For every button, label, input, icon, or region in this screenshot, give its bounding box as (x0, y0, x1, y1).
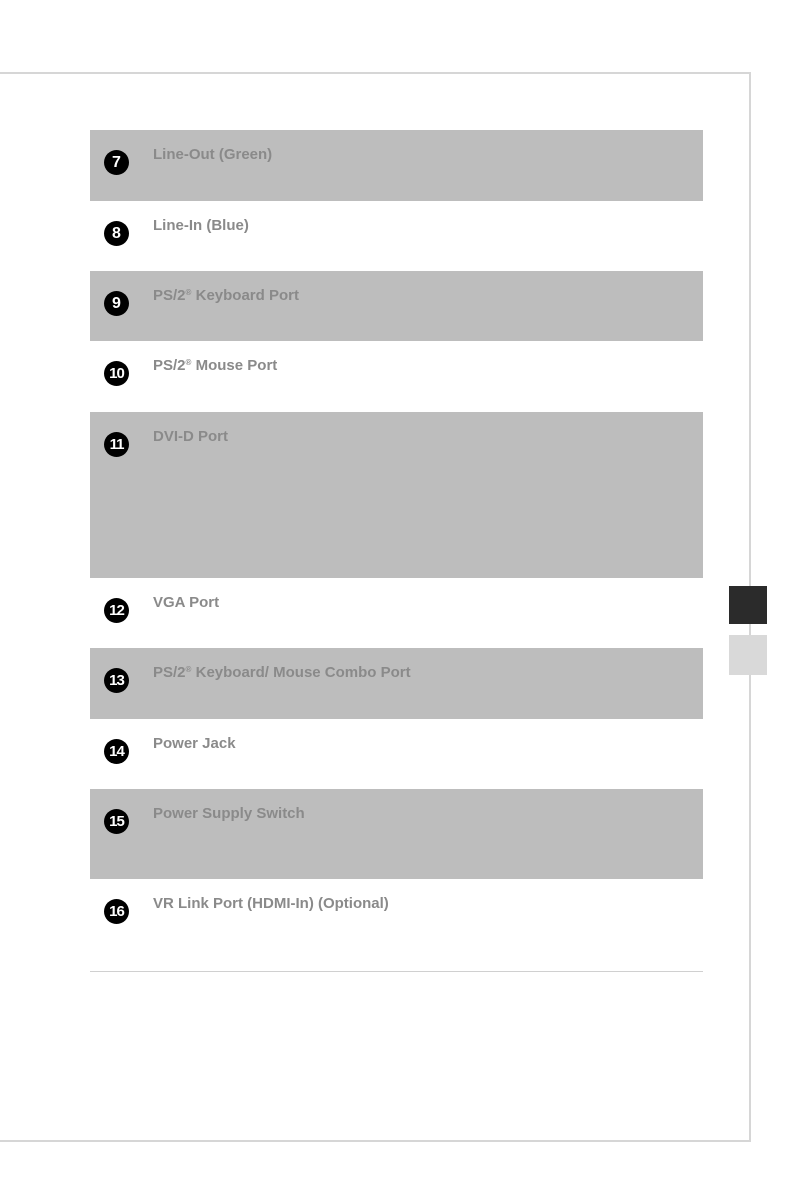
item-label: Power Jack (153, 735, 236, 752)
chapter-tab-inactive (729, 635, 767, 675)
item-label: PS/2® Keyboard Port (153, 287, 299, 304)
item-number-badge: 12 (104, 598, 129, 623)
item-number-badge: 15 (104, 809, 129, 834)
item-label: DVI-D Port (153, 428, 228, 445)
list-item (90, 130, 703, 201)
bottom-divider (90, 971, 703, 972)
item-number-badge: 11 (104, 432, 129, 457)
item-number-badge: 9 (104, 291, 129, 316)
chapter-tab-active (729, 586, 767, 624)
item-number-badge: 8 (104, 221, 129, 246)
list-item (90, 341, 703, 412)
item-label: PS/2® Mouse Port (153, 357, 278, 374)
item-label: Line-Out (Green) (153, 146, 273, 163)
list-item (90, 271, 703, 341)
list-item (90, 648, 703, 719)
list-item (90, 789, 703, 879)
list-item (90, 201, 703, 271)
item-label: PS/2® Keyboard/ Mouse Combo Port (153, 664, 411, 681)
item-number-badge: 13 (104, 668, 129, 693)
list-item (90, 719, 703, 789)
item-label: VR Link Port (HDMI-In) (Optional) (153, 895, 389, 912)
list-item (90, 879, 703, 971)
item-number-badge: 10 (104, 361, 129, 386)
item-label: Power Supply Switch (153, 805, 305, 822)
item-number-badge: 7 (104, 150, 129, 175)
item-number-badge: 14 (104, 739, 129, 764)
list-item (90, 578, 703, 648)
list-item (90, 412, 703, 578)
item-label: Line-In (Blue) (153, 217, 249, 234)
item-label: VGA Port (153, 594, 220, 611)
item-number-badge: 16 (104, 899, 129, 924)
